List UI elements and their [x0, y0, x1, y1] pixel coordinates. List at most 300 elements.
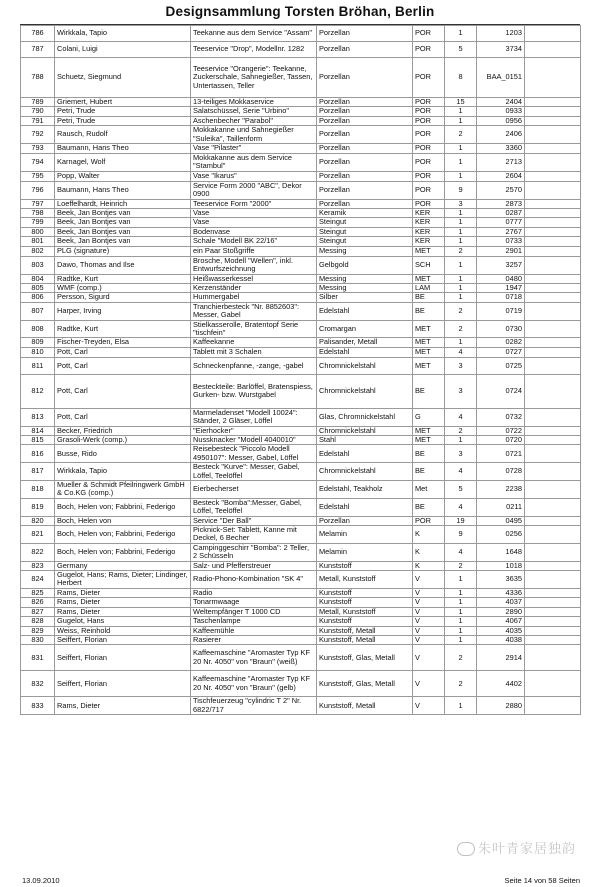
- inventory-code-cell: 0480: [477, 274, 525, 283]
- quantity-cell: 1: [445, 237, 477, 246]
- material-cell: Kunststoff, Metall: [317, 626, 413, 635]
- quantity-cell: 1: [445, 571, 477, 589]
- material-cell: Steingut: [317, 218, 413, 227]
- category-cell: V: [413, 635, 445, 644]
- table-row: [21, 42, 581, 58]
- quantity-cell: 1: [445, 293, 477, 302]
- quantity-cell: 1: [445, 116, 477, 125]
- object-cell: Besteckteile: Barlöffel, Bratenspiess, Gurken- bzw. Wurstgabel: [191, 374, 317, 408]
- designer-cell: Karnagel, Wolf: [55, 154, 191, 172]
- material-cell: Keramik: [317, 209, 413, 218]
- material-cell: Steingut: [317, 237, 413, 246]
- inventory-code-cell: 2880: [477, 697, 525, 715]
- empty-cell: [525, 498, 581, 516]
- material-cell: Glas, Chromnickelstahl: [317, 408, 413, 426]
- category-cell: BE: [413, 498, 445, 516]
- object-cell: Kaffeemaschine "Aromaster Typ KF 20 Nr. 4050" von "Braun" (weiß): [191, 645, 317, 671]
- empty-cell: [525, 526, 581, 544]
- quantity-cell: 3: [445, 374, 477, 408]
- footer-page-number: Seite 14 von 58 Seiten: [504, 876, 580, 885]
- category-cell: SCH: [413, 256, 445, 274]
- material-cell: Palisander, Metall: [317, 338, 413, 347]
- empty-cell: [525, 543, 581, 561]
- quantity-cell: 1: [445, 256, 477, 274]
- inventory-code-cell: 0724: [477, 374, 525, 408]
- quantity-cell: 1: [445, 338, 477, 347]
- empty-cell: [525, 283, 581, 292]
- inventory-code-cell: 2406: [477, 126, 525, 144]
- category-cell: POR: [413, 98, 445, 107]
- empty-cell: [525, 58, 581, 98]
- material-cell: Messing: [317, 246, 413, 256]
- inventory-code-cell: 0256: [477, 526, 525, 544]
- quantity-cell: 2: [445, 561, 477, 570]
- material-cell: Silber: [317, 293, 413, 302]
- empty-cell: [525, 302, 581, 320]
- table-row: [21, 526, 581, 544]
- object-cell: Teeservice "Drop", Modellnr. 1282: [191, 42, 317, 58]
- quantity-cell: 1: [445, 617, 477, 626]
- row-number: 825: [21, 588, 55, 597]
- designer-cell: Busse, Rido: [55, 445, 191, 463]
- quantity-cell: 1: [445, 209, 477, 218]
- inventory-code-cell: 1203: [477, 26, 525, 42]
- table-row: [21, 320, 581, 338]
- empty-cell: [525, 98, 581, 107]
- material-cell: Porzellan: [317, 199, 413, 208]
- material-cell: Kunststoff, Metall: [317, 635, 413, 644]
- object-cell: Bodenvase: [191, 227, 317, 236]
- row-number: 790: [21, 107, 55, 116]
- empty-cell: [525, 516, 581, 525]
- row-number: 827: [21, 607, 55, 616]
- row-number: 801: [21, 237, 55, 246]
- inventory-code-cell: 1648: [477, 543, 525, 561]
- empty-cell: [525, 408, 581, 426]
- material-cell: Melamin: [317, 526, 413, 544]
- designer-cell: Pott, Carl: [55, 357, 191, 374]
- material-cell: Porzellan: [317, 144, 413, 154]
- material-cell: Messing: [317, 274, 413, 283]
- object-cell: Vase: [191, 218, 317, 227]
- empty-cell: [525, 274, 581, 283]
- designer-cell: Baumann, Hans Theo: [55, 144, 191, 154]
- inventory-code-cell: 0728: [477, 463, 525, 481]
- row-number: 804: [21, 274, 55, 283]
- designer-cell: Fischer-Treyden, Elsa: [55, 338, 191, 347]
- designer-cell: Seiffert, Florian: [55, 635, 191, 644]
- material-cell: Porzellan: [317, 116, 413, 125]
- inventory-code-cell: 0720: [477, 435, 525, 444]
- object-cell: Teekanne aus dem Service "Assam": [191, 26, 317, 42]
- quantity-cell: 1: [445, 283, 477, 292]
- quantity-cell: 8: [445, 58, 477, 98]
- quantity-cell: 1: [445, 607, 477, 616]
- category-cell: POR: [413, 58, 445, 98]
- inventory-code-cell: 3360: [477, 144, 525, 154]
- category-cell: KER: [413, 227, 445, 236]
- material-cell: Porzellan: [317, 126, 413, 144]
- designer-cell: Petri, Trude: [55, 116, 191, 125]
- category-cell: BE: [413, 374, 445, 408]
- designer-cell: Griemert, Hubert: [55, 98, 191, 107]
- empty-cell: [525, 338, 581, 347]
- material-cell: Porzellan: [317, 42, 413, 58]
- quantity-cell: 1: [445, 697, 477, 715]
- material-cell: Porzellan: [317, 171, 413, 181]
- empty-cell: [525, 154, 581, 172]
- table-row: [21, 227, 581, 236]
- row-number: 797: [21, 199, 55, 208]
- page-title-text: Designsammlung Torsten Bröhan, Berlin: [165, 4, 435, 19]
- empty-cell: [525, 617, 581, 626]
- quantity-cell: 3: [445, 199, 477, 208]
- object-cell: Schale "Modell BK 22/16": [191, 237, 317, 246]
- object-cell: Tonarmwaage: [191, 598, 317, 607]
- inventory-code-cell: 3257: [477, 256, 525, 274]
- designer-cell: Persson, Sigurd: [55, 293, 191, 302]
- object-cell: Mokkakanne und Sahnegießer "Suleika", Taillenform: [191, 126, 317, 144]
- designer-cell: Pott, Carl: [55, 374, 191, 408]
- material-cell: Messing: [317, 283, 413, 292]
- material-cell: Kunststoff: [317, 598, 413, 607]
- category-cell: K: [413, 543, 445, 561]
- designer-cell: Dawo, Thomas and Ilse: [55, 256, 191, 274]
- table-row: [21, 199, 581, 208]
- category-cell: MET: [413, 426, 445, 435]
- material-cell: Kunststoff: [317, 588, 413, 597]
- row-number: 799: [21, 218, 55, 227]
- table-row: [21, 645, 581, 671]
- row-number: 828: [21, 617, 55, 626]
- empty-cell: [525, 598, 581, 607]
- material-cell: Porzellan: [317, 154, 413, 172]
- row-number: 815: [21, 435, 55, 444]
- empty-cell: [525, 671, 581, 697]
- inventory-code-cell: 2767: [477, 227, 525, 236]
- table-row: [21, 598, 581, 607]
- category-cell: V: [413, 571, 445, 589]
- row-number: 814: [21, 426, 55, 435]
- quantity-cell: 2: [445, 302, 477, 320]
- designer-cell: Loeffelhardt, Heinrich: [55, 199, 191, 208]
- table-row: [21, 302, 581, 320]
- material-cell: Porzellan: [317, 26, 413, 42]
- material-cell: Stahl: [317, 435, 413, 444]
- object-cell: Tranchierbesteck "Nr. 8852603": Messer, Gabel: [191, 302, 317, 320]
- table-row: [21, 435, 581, 444]
- designer-cell: Weiss, Reinhold: [55, 626, 191, 635]
- quantity-cell: 2: [445, 426, 477, 435]
- table-row: [21, 144, 581, 154]
- material-cell: Porzellan: [317, 107, 413, 116]
- designer-cell: Boch, Helen von; Fabbrini, Federigo: [55, 526, 191, 544]
- inventory-code-cell: 1018: [477, 561, 525, 570]
- designer-cell: Rams, Dieter: [55, 607, 191, 616]
- row-number: 831: [21, 645, 55, 671]
- inventory-code-cell: 2570: [477, 181, 525, 199]
- empty-cell: [525, 374, 581, 408]
- designer-cell: PLG (signature): [55, 246, 191, 256]
- object-cell: Radio: [191, 588, 317, 597]
- inventory-code-cell: 0733: [477, 237, 525, 246]
- quantity-cell: 4: [445, 543, 477, 561]
- empty-cell: [525, 116, 581, 125]
- inventory-code-cell: 0287: [477, 209, 525, 218]
- designer-cell: Colani, Luigi: [55, 42, 191, 58]
- designer-cell: Baumann, Hans Theo: [55, 181, 191, 199]
- inventory-code-cell: 0721: [477, 445, 525, 463]
- material-cell: Porzellan: [317, 181, 413, 199]
- object-cell: Picknick-Set: Tablett, Kanne mit Deckel, 6 Becher: [191, 526, 317, 544]
- row-number: 819: [21, 498, 55, 516]
- table-row: [21, 154, 581, 172]
- empty-cell: [525, 293, 581, 302]
- object-cell: Brosche, Modell "Wellen", inkl. Entwurfszeichnung: [191, 256, 317, 274]
- quantity-cell: 4: [445, 347, 477, 357]
- object-cell: Kerzenständer: [191, 283, 317, 292]
- category-cell: V: [413, 626, 445, 635]
- table-row: [21, 274, 581, 283]
- row-number: 826: [21, 598, 55, 607]
- empty-cell: [525, 126, 581, 144]
- empty-cell: [525, 347, 581, 357]
- material-cell: Kunststoff, Glas, Metall: [317, 671, 413, 697]
- table-row: [21, 626, 581, 635]
- quantity-cell: 5: [445, 481, 477, 499]
- row-number: 821: [21, 526, 55, 544]
- inventory-code-cell: 0495: [477, 516, 525, 525]
- row-number: 795: [21, 171, 55, 181]
- empty-cell: [525, 588, 581, 597]
- table-row: [21, 126, 581, 144]
- quantity-cell: 1: [445, 154, 477, 172]
- category-cell: BE: [413, 302, 445, 320]
- inventory-code-cell: 4067: [477, 617, 525, 626]
- object-cell: Kaffeekanne: [191, 338, 317, 347]
- row-number: 802: [21, 246, 55, 256]
- row-number: 811: [21, 357, 55, 374]
- table-row: [21, 357, 581, 374]
- row-number: 817: [21, 463, 55, 481]
- inventory-code-cell: 2873: [477, 199, 525, 208]
- quantity-cell: 9: [445, 526, 477, 544]
- table-row: [21, 58, 581, 98]
- empty-cell: [525, 635, 581, 644]
- quantity-cell: 15: [445, 98, 477, 107]
- table-row: [21, 218, 581, 227]
- designer-cell: Seiffert, Florian: [55, 645, 191, 671]
- empty-cell: [525, 571, 581, 589]
- table-row: [21, 561, 581, 570]
- designer-cell: Beek, Jan Bontjes van: [55, 209, 191, 218]
- category-cell: BE: [413, 445, 445, 463]
- empty-cell: [525, 218, 581, 227]
- empty-cell: [525, 607, 581, 616]
- table-row: [21, 588, 581, 597]
- category-cell: KER: [413, 237, 445, 246]
- designer-cell: Harper, Irving: [55, 302, 191, 320]
- category-cell: V: [413, 645, 445, 671]
- table-row: [21, 209, 581, 218]
- designer-cell: Boch, Helen von; Fabbrini, Federigo: [55, 498, 191, 516]
- designer-cell: Radtke, Kurt: [55, 274, 191, 283]
- quantity-cell: 5: [445, 42, 477, 58]
- designer-cell: Boch, Helen von: [55, 516, 191, 525]
- object-cell: Campinggeschirr "Bomba": 2 Teller, 2 Schüsseln: [191, 543, 317, 561]
- material-cell: Porzellan: [317, 58, 413, 98]
- quantity-cell: 2: [445, 320, 477, 338]
- inventory-code-cell: 2713: [477, 154, 525, 172]
- inventory-code-cell: 1947: [477, 283, 525, 292]
- row-number: 793: [21, 144, 55, 154]
- inventory-code-cell: 0718: [477, 293, 525, 302]
- row-number: 805: [21, 283, 55, 292]
- table-row: [21, 293, 581, 302]
- table-row: [21, 116, 581, 125]
- quantity-cell: 1: [445, 435, 477, 444]
- row-number: 833: [21, 697, 55, 715]
- empty-cell: [525, 645, 581, 671]
- object-cell: ein Paar Stoßgriffe: [191, 246, 317, 256]
- table-row: [21, 171, 581, 181]
- inventory-code-cell: 4038: [477, 635, 525, 644]
- table-row: [21, 181, 581, 199]
- designer-cell: Schuetz, Siegmund: [55, 58, 191, 98]
- material-cell: Edelstahl: [317, 302, 413, 320]
- empty-cell: [525, 357, 581, 374]
- quantity-cell: 1: [445, 26, 477, 42]
- quantity-cell: 1: [445, 274, 477, 283]
- quantity-cell: 1: [445, 598, 477, 607]
- object-cell: Heißwasserkessel: [191, 274, 317, 283]
- inventory-code-cell: 0722: [477, 426, 525, 435]
- designer-cell: Pott, Carl: [55, 408, 191, 426]
- quantity-cell: 1: [445, 588, 477, 597]
- table-row: [21, 607, 581, 616]
- table-row: [21, 374, 581, 408]
- table-row: [21, 516, 581, 525]
- designer-cell: Beek, Jan Bontjes van: [55, 218, 191, 227]
- material-cell: Kunststoff, Metall: [317, 697, 413, 715]
- table-row: [21, 347, 581, 357]
- catalog-rows: [21, 26, 581, 715]
- object-cell: Salz- und Pfefferstreuer: [191, 561, 317, 570]
- category-cell: POR: [413, 516, 445, 525]
- category-cell: POR: [413, 144, 445, 154]
- material-cell: Porzellan: [317, 516, 413, 525]
- category-cell: MET: [413, 435, 445, 444]
- row-number: 824: [21, 571, 55, 589]
- inventory-code-cell: 2604: [477, 171, 525, 181]
- category-cell: LAM: [413, 283, 445, 292]
- object-cell: Service Form 2000 "ABC", Dekor 0900: [191, 181, 317, 199]
- material-cell: Metall, Kunststoff: [317, 607, 413, 616]
- inventory-code-cell: 2404: [477, 98, 525, 107]
- empty-cell: [525, 227, 581, 236]
- row-number: 829: [21, 626, 55, 635]
- row-number: 830: [21, 635, 55, 644]
- designer-cell: WMF (comp.): [55, 283, 191, 292]
- quantity-cell: 3: [445, 445, 477, 463]
- category-cell: V: [413, 697, 445, 715]
- material-cell: Chromnickelstahl: [317, 374, 413, 408]
- designer-cell: Wirkkala, Tapio: [55, 463, 191, 481]
- row-number: 807: [21, 302, 55, 320]
- designer-cell: Gugelot, Hans: [55, 617, 191, 626]
- table-row: [21, 671, 581, 697]
- object-cell: Service "Der Ball": [191, 516, 317, 525]
- quantity-cell: 1: [445, 227, 477, 236]
- quantity-cell: 4: [445, 463, 477, 481]
- row-number: 813: [21, 408, 55, 426]
- inventory-code-cell: BAA_0151: [477, 58, 525, 98]
- empty-cell: [525, 144, 581, 154]
- row-number: 798: [21, 209, 55, 218]
- quantity-cell: 2: [445, 645, 477, 671]
- object-cell: Salatschüssel, Serie "Urbino": [191, 107, 317, 116]
- empty-cell: [525, 426, 581, 435]
- designer-cell: Pott, Carl: [55, 347, 191, 357]
- object-cell: Hummergabel: [191, 293, 317, 302]
- object-cell: Vase: [191, 209, 317, 218]
- designer-cell: Seiffert, Florian: [55, 671, 191, 697]
- empty-cell: [525, 561, 581, 570]
- row-number: 808: [21, 320, 55, 338]
- quantity-cell: 4: [445, 498, 477, 516]
- inventory-code-cell: 0211: [477, 498, 525, 516]
- material-cell: Kunststoff, Glas, Metall: [317, 645, 413, 671]
- designer-cell: Grasoli-Werk (comp.): [55, 435, 191, 444]
- inventory-code-cell: 2914: [477, 645, 525, 671]
- designer-cell: Beek, Jan Bontjes van: [55, 227, 191, 236]
- table-row: [21, 26, 581, 42]
- object-cell: Besteck "Kurve": Messer, Gabel, Löffel, Teelöffel: [191, 463, 317, 481]
- row-number: 812: [21, 374, 55, 408]
- category-cell: MET: [413, 320, 445, 338]
- object-cell: Aschenbecher "Parabol": [191, 116, 317, 125]
- designer-cell: Wirkkala, Tapio: [55, 26, 191, 42]
- inventory-code-cell: 0719: [477, 302, 525, 320]
- table-row: [21, 463, 581, 481]
- designer-cell: Rams, Dieter: [55, 697, 191, 715]
- quantity-cell: 1: [445, 218, 477, 227]
- quantity-cell: 19: [445, 516, 477, 525]
- category-cell: V: [413, 617, 445, 626]
- category-cell: POR: [413, 126, 445, 144]
- material-cell: Edelstahl: [317, 498, 413, 516]
- category-cell: KER: [413, 218, 445, 227]
- row-number: 832: [21, 671, 55, 697]
- category-cell: BE: [413, 463, 445, 481]
- designer-cell: Petri, Trude: [55, 107, 191, 116]
- empty-cell: [525, 237, 581, 246]
- quantity-cell: 1: [445, 635, 477, 644]
- material-cell: Metall, Kunststoff: [317, 571, 413, 589]
- object-cell: Tischfeuerzeug "cylindric T 2" Nr. 6822/717: [191, 697, 317, 715]
- inventory-code-cell: 4402: [477, 671, 525, 697]
- designer-cell: Mueller & Schmidt Pfeilringwerk GmbH & Co.KG (comp.): [55, 481, 191, 499]
- designer-cell: Radtke, Kurt: [55, 320, 191, 338]
- material-cell: Cromargan: [317, 320, 413, 338]
- material-cell: Kunststoff: [317, 617, 413, 626]
- inventory-code-cell: 0956: [477, 116, 525, 125]
- empty-cell: [525, 107, 581, 116]
- watermark: [457, 838, 576, 857]
- empty-cell: [525, 697, 581, 715]
- object-cell: Stielkasserolle, Bratentopf Serie "tischfein": [191, 320, 317, 338]
- table-row: [21, 237, 581, 246]
